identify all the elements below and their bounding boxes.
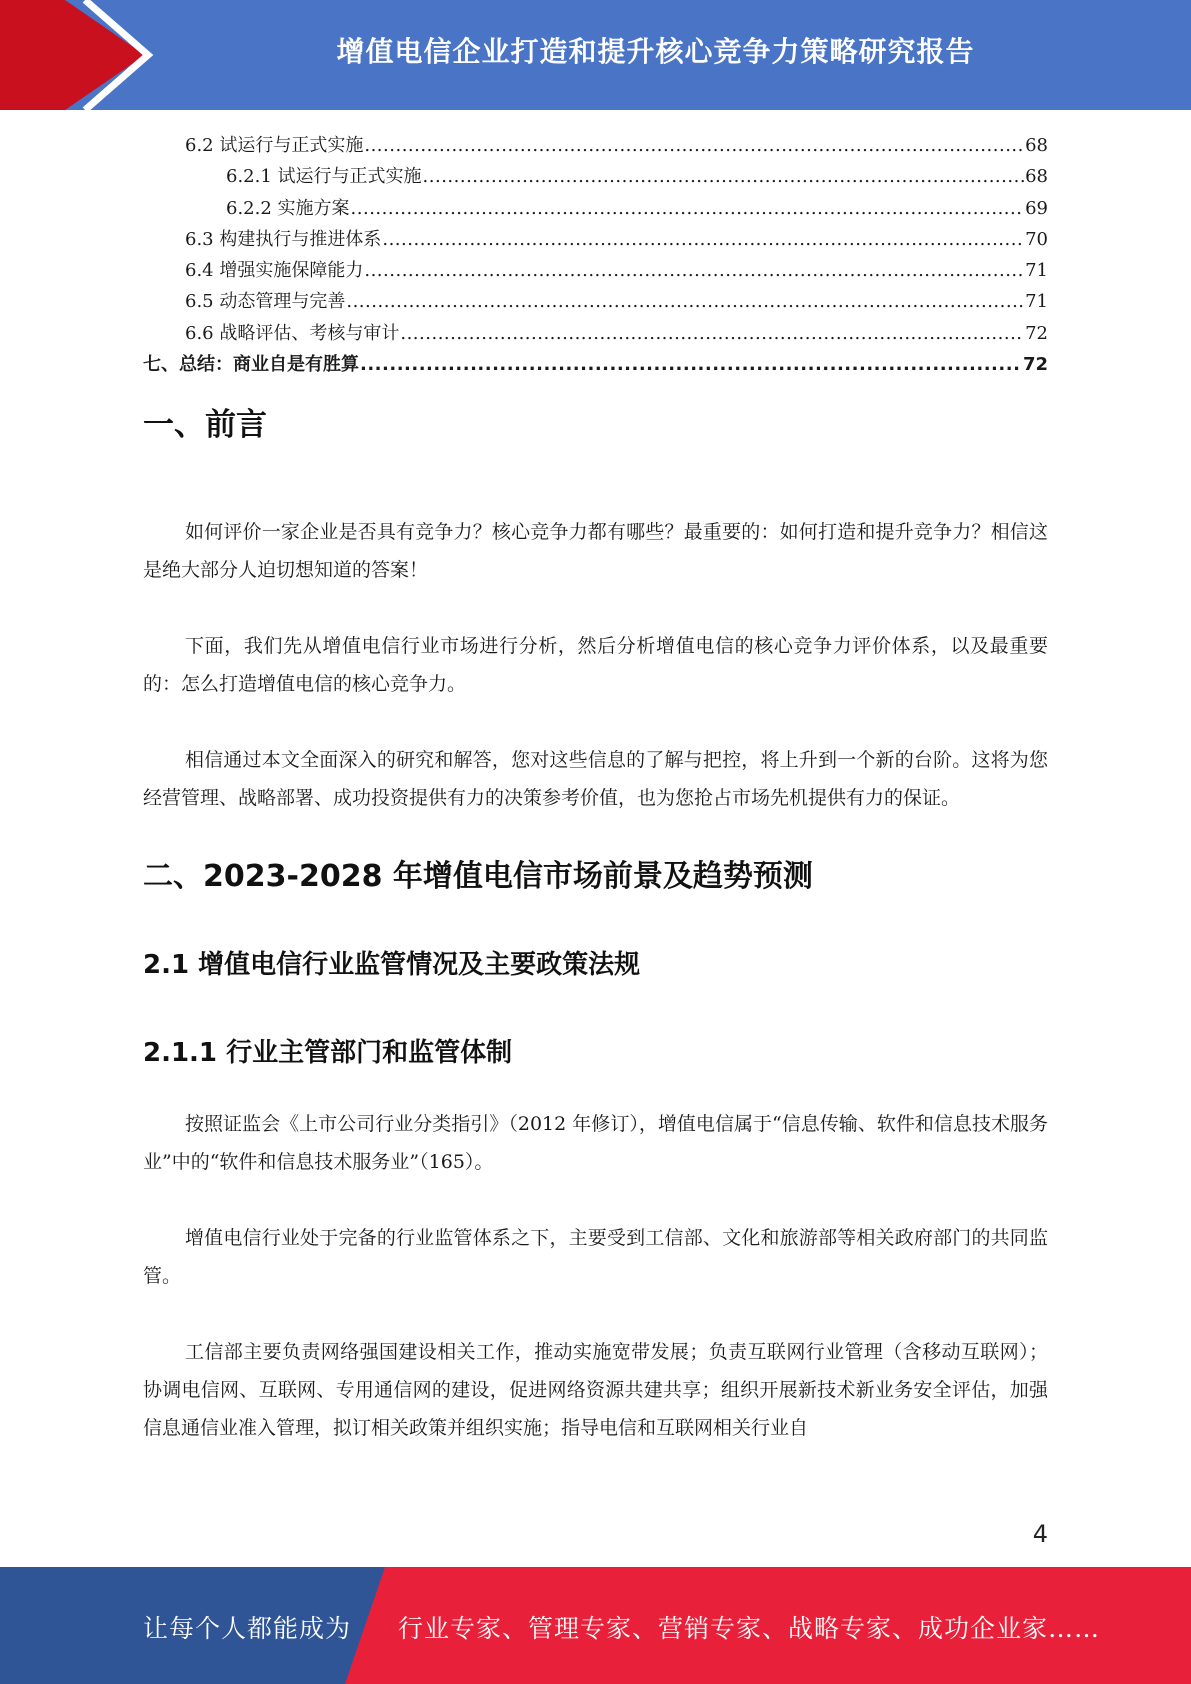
- toc-entry[interactable]: [143, 286, 1048, 317]
- toc-leader: [423, 161, 1025, 192]
- body-paragraph: 如何评价一家企业是否具有竞争力？核心竞争力都有哪些？最重要的：如何打造和提升竞争力？相信这是绝大部分人迫切想知道的答案！: [143, 521, 1048, 581]
- page-number: 4: [1032, 1520, 1048, 1548]
- footer-banner: [0, 1567, 1191, 1684]
- toc-entry[interactable]: [143, 255, 1048, 286]
- toc-page-number: 70: [1025, 228, 1048, 250]
- document-body: [143, 405, 1048, 1447]
- toc-label: 6.5 动态管理与完善: [185, 291, 346, 313]
- report-title: 增值电信企业打造和提升核心竞争力策略研究报告: [336, 35, 975, 68]
- header-banner: [0, 0, 1191, 110]
- toc-label: 6.2 试运行与正式实施: [185, 135, 364, 156]
- footer-slogan-left: 让每个人都能成为: [143, 1614, 352, 1643]
- toc-leader: [351, 193, 1025, 224]
- toc-entry[interactable]: [143, 130, 1048, 161]
- toc-label: 6.2.1 试运行与正式实施: [226, 166, 422, 188]
- toc-page-number: 71: [1025, 260, 1048, 282]
- toc-page-number: 72: [1025, 322, 1048, 344]
- body-paragraph: 下面，我们先从增值电信行业市场进行分析，然后分析增值电信的核心竞争力评价体系，以及最重要的：怎么打造增值电信的核心竞争力。: [143, 635, 1048, 695]
- toc-entry[interactable]: [143, 318, 1048, 349]
- subsection-heading-authorities: 2.1.1 行业主管部门和监管体制: [143, 1038, 513, 1068]
- toc-page-number: 69: [1025, 197, 1048, 219]
- toc-label: 6.4 增强实施保障能力: [185, 260, 364, 282]
- body-paragraph: 增值电信行业处于完备的行业监管体系之下，主要受到工信部、文化和旅游部等相关政府部门的共同监管。: [143, 1227, 1048, 1287]
- toc-page-number: 71: [1025, 291, 1048, 313]
- toc-entry[interactable]: [143, 349, 1048, 380]
- toc-label: 6.6 战略评估、考核与审计: [185, 322, 400, 344]
- toc-leader: [360, 349, 1022, 380]
- toc-leader: [346, 286, 1024, 317]
- body-paragraph: 工信部主要负责网络强国建设相关工作，推动实施宽带发展；负责互联网行业管理（含移动互联网）；协调电信网、互联网、专用通信网的建设，促进网络资源共建共享；组织开展新技术新业务安全评估，加强信息通信业准入管理，拟订相关政策并组织实施；指导电信和互联网相关行业自: [143, 1341, 1048, 1439]
- footer-slogan-right: 行业专家、管理专家、营销专家、战略专家、成功企业家……: [398, 1614, 1101, 1643]
- toc-leader: [364, 255, 1024, 286]
- toc-page-number: 68: [1025, 135, 1048, 156]
- toc-page-number: 72: [1022, 354, 1048, 376]
- table-of-contents: [143, 130, 1048, 380]
- toc-page-number: 68: [1025, 166, 1048, 188]
- toc-label: 七、总结：商业自是有胜算: [143, 354, 359, 376]
- body-paragraph: 相信通过本文全面深入的研究和解答，您对这些信息的了解与把控，将上升到一个新的台阶。这将为您经营管理、战略部署、成功投资提供有力的决策参考价值，也为您抢占市场先机提供有力的保证。: [143, 749, 1048, 809]
- section-heading-market-forecast: 二、2023-2028 年增值电信市场前景及趋势预测: [143, 859, 813, 894]
- toc-entry[interactable]: [143, 224, 1048, 255]
- toc-leader: [400, 318, 1024, 349]
- toc-entry[interactable]: [143, 193, 1048, 224]
- subsection-heading-regulation: 2.1 增值电信行业监管情况及主要政策法规: [143, 950, 641, 980]
- toc-leader: [382, 224, 1024, 255]
- toc-leader: [364, 130, 1024, 161]
- body-paragraph: 按照证监会《上市公司行业分类指引》（2012 年修订），增值电信属于“信息传输、软件和信息技术服务业”中的“软件和信息技术服务业”（165）。: [143, 1113, 1048, 1173]
- toc-entry[interactable]: [143, 161, 1048, 192]
- toc-label: 6.3 构建执行与推进体系: [185, 228, 382, 250]
- section-heading-preface: 一、前言: [143, 407, 267, 443]
- chevron-arrow-icon: [0, 0, 160, 110]
- toc-label: 6.2.2 实施方案: [226, 197, 350, 219]
